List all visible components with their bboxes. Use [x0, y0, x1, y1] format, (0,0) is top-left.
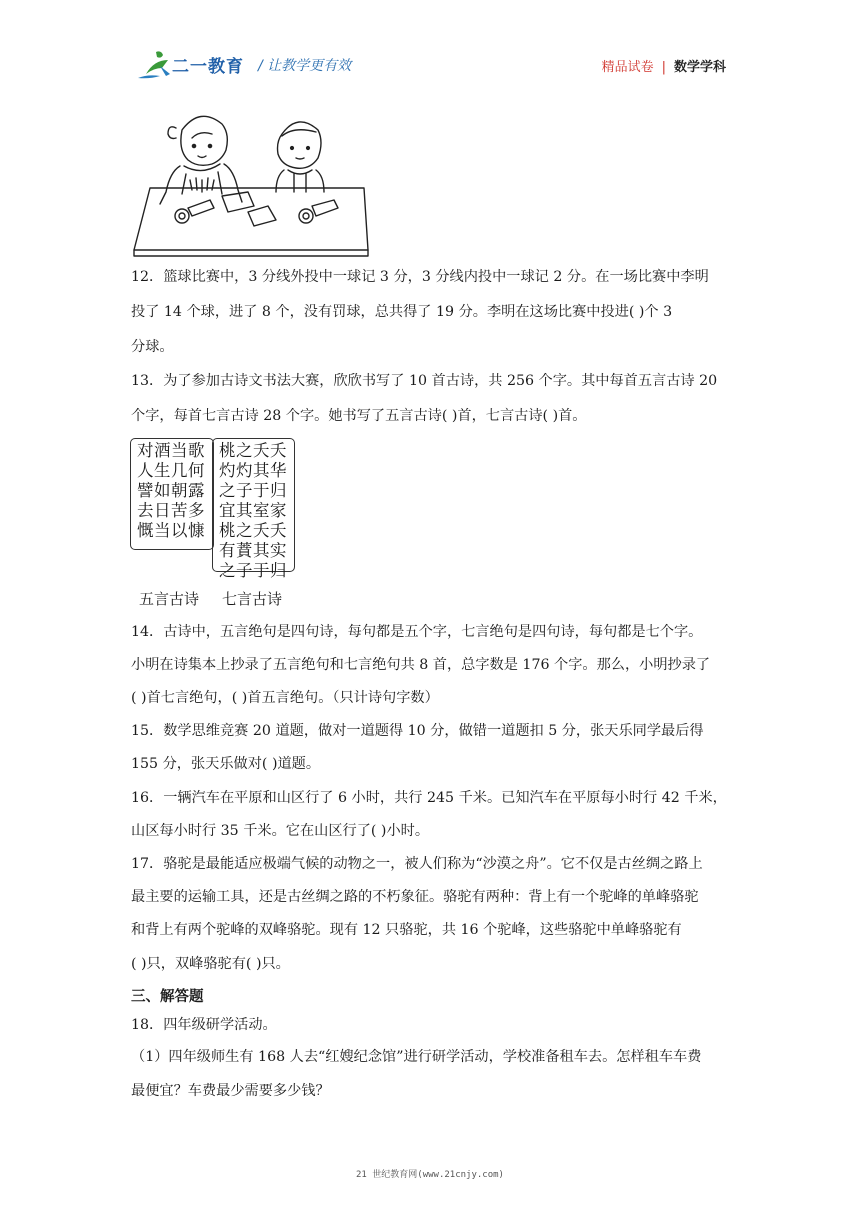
poem-line: 对酒当歌 — [137, 441, 205, 460]
five-character-poem-caption: 五言古诗 — [139, 590, 200, 608]
question-18: 18．四年级研学活动。 — [131, 1017, 277, 1033]
brand-slogan: / 让教学更有效 — [258, 58, 352, 74]
brand-name: 二一教育 — [172, 57, 244, 77]
question-16-line-1: 16．一辆汽车在平原和山区行了 6 小时，共行 245 千米。已知汽车在平原每小时行 42 千米， — [131, 790, 727, 806]
children-at-table-illustration — [130, 108, 370, 258]
poem-line: 人生几何 — [137, 461, 205, 480]
poem-line: 之子于归 — [219, 561, 287, 580]
question-13-line-1: 13．为了参加古诗文书法大赛，欣欣书写了 10 首古诗，共 256 个字。其中每首五言古诗 20 — [131, 373, 718, 389]
poem-line: 有蕡其实 — [219, 541, 287, 560]
poem-line: 灼灼其华 — [219, 461, 287, 480]
poem-line: 去日苦多 — [137, 501, 205, 520]
question-17-line-4: ( )只，双峰骆驼有( )只。 — [131, 956, 290, 972]
seven-character-poem-card — [212, 438, 295, 580]
question-14-line-1: 14．古诗中，五言绝句是四句诗，每句都是五个字，七言绝句是四句诗，每句都是七个字。 — [131, 624, 703, 640]
question-15-line-2: 155 分，张天乐做对( )道题。 — [131, 756, 321, 772]
question-15-line-1: 15．数学思维竞赛 20 道题，做对一道题得 10 分，做错一道题扣 5 分，张天乐同学最后得 — [131, 723, 704, 739]
page-footer: 21 世纪教育网(www.21cnjy.com) — [356, 1170, 504, 1180]
question-17-line-1: 17．骆驼是最能适应极端气候的动物之一，被人们称为“沙漠之舟”。它不仅是古丝绸之路上 — [131, 856, 703, 872]
poem-line: 慨当以慷 — [137, 521, 205, 540]
question-18-1-line-1: （1）四年级师生有 168 人去“红嫂纪念馆”进行研学活动，学校准备租车去。怎样租车车费 — [131, 1049, 702, 1065]
question-14-line-2: 小明在诗集本上抄录了五言绝句和七言绝句共 8 首，总字数是 176 个字。那么，小明抄录了 — [131, 657, 711, 673]
header-label-right: 数学学科 — [673, 60, 726, 75]
question-13-line-2: 个字，每首七言古诗 28 个字。她书写了五言古诗( )首，七言古诗( )首。 — [131, 408, 587, 424]
question-17-line-2: 最主要的运输工具，还是古丝绸之路的不朽象征。骆驼有两种：背上有一个驼峰的单峰骆驼 — [131, 889, 699, 905]
question-12-line-1: 12．篮球比赛中，3 分线外投中一球记 3 分，3 分线内投中一球记 2 分。在一场比赛中李明 — [131, 269, 709, 285]
question-12-line-3: 分球。 — [131, 339, 174, 355]
question-18-1-line-2: 最便宜？车费最少需要多少钱？ — [131, 1083, 330, 1099]
five-character-poem-card — [130, 438, 214, 550]
question-12-line-2: 投了 14 个球，进了 8 个，没有罚球，总共得了 19 分。李明在这场比赛中投进( )个 3 — [131, 304, 673, 320]
question-16-line-2: 山区每小时行 35 千米。它在山区行了( )小时。 — [131, 823, 430, 839]
header-labels — [602, 56, 726, 75]
question-17-line-3: 和背上有两个驼峰的双峰骆驼。现有 12 只骆驼，共 16 个驼峰，这些骆驼中单峰骆驼有 — [131, 922, 682, 938]
header-separator: | — [661, 60, 666, 75]
page-header — [0, 0, 860, 100]
seven-character-poem-caption: 七言古诗 — [222, 590, 283, 608]
section-heading-3: 三、解答题 — [131, 989, 204, 1005]
header-label-left: 精品试卷 — [601, 60, 654, 75]
poem-line: 桃之夭夭 — [219, 521, 287, 540]
question-14-line-3: ( )首七言绝句，( )首五言绝句。（只计诗句字数） — [131, 690, 439, 706]
poem-line: 之子于归 — [219, 481, 287, 500]
poem-line: 譬如朝露 — [137, 481, 205, 500]
poem-line: 宜其室家 — [219, 501, 287, 520]
poem-line: 桃之夭夭 — [219, 441, 287, 460]
